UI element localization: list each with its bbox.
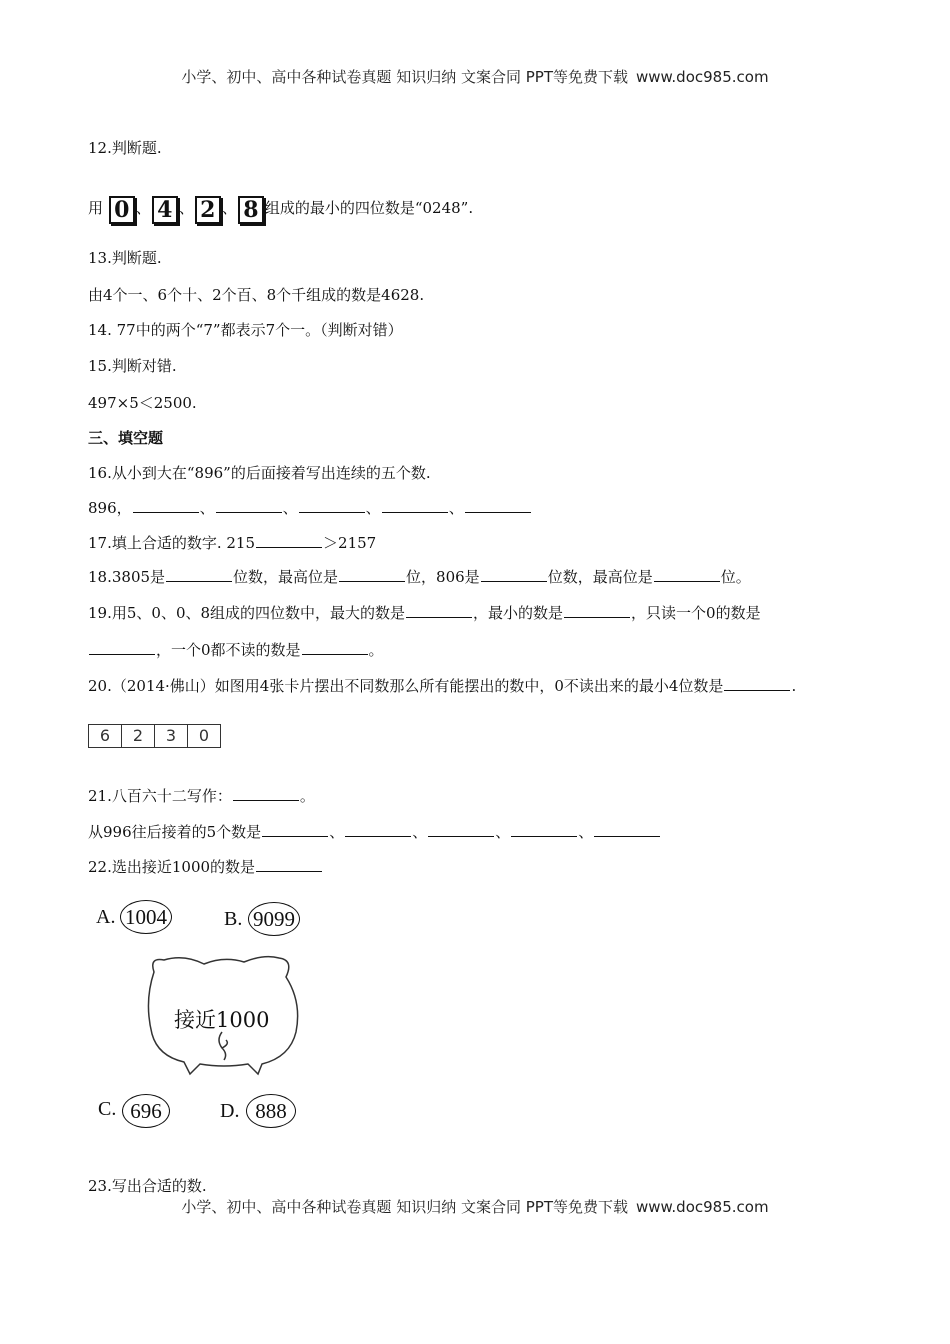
q22-figure [88,890,318,1140]
number-card: 6 [89,725,122,747]
number-card: 2 [122,725,155,747]
q16-answers: 896， 、 、 、 、 [88,498,532,518]
q15-title: 15.判断对错. [88,357,177,375]
q17-text: 17.填上合适的数字. 215 ＞2157 [88,534,377,552]
digit-card-8: 8 [238,196,264,224]
q21-line2: 从996往后接着的5个数是 、 、 、 、 [88,822,661,842]
page-header [0,66,950,87]
answer-blank[interactable] [166,567,232,582]
answer-blank[interactable] [564,603,630,618]
answer-blank[interactable] [465,498,531,513]
q20-text: 20.（2014·佛山）如图用4张卡片摆出不同数那么所有能摆出的数中，0不读出来的最小4位数是 . [88,677,797,695]
answer-blank[interactable] [256,857,322,872]
answer-blank[interactable] [724,676,790,691]
answer-blank[interactable] [133,498,199,513]
answer-blank[interactable] [233,786,299,801]
q23-title: 23.写出合适的数. [88,1177,207,1195]
pig-label: 接近1000 [174,1008,270,1032]
option-d-label: D. [220,1100,240,1122]
q16-title: 16.从小到大在“896”的后面接着写出连续的五个数. [88,464,431,482]
answer-blank[interactable] [428,822,494,837]
q12-text: 用 0 、 4 、 2 、 8 组成的最小的四位数是“0248”. [88,197,474,223]
q19-line2: ，一个0都不读的数是 。 [88,640,384,660]
q15-text: 497×5＜2500. [88,394,197,412]
option-d-value[interactable]: 888 [246,1094,296,1128]
answer-blank[interactable] [481,567,547,582]
q13-title: 13.判断题. [88,249,162,267]
answer-blank[interactable] [382,498,448,513]
q18-text: 18.3805是 位数，最高位是 位，806是 位数，最高位是 位。 [88,568,751,586]
answer-blank[interactable] [345,822,411,837]
option-b-label: B. [224,908,243,930]
q13-text: 由4个一、6个十、2个百、8个千组成的数是4628. [88,286,425,304]
section-3-title: 三、填空题 [88,429,164,447]
option-a-value[interactable]: 1004 [120,900,172,934]
answer-blank[interactable] [511,822,577,837]
q14-text: 14. 77中的两个“7”都表示7个一。（判断对错） [88,321,403,339]
digit-card-4: 4 [152,196,178,224]
footer-url[interactable]: www.doc985.com [635,1198,769,1216]
digit-card-0: 0 [109,196,135,224]
q22-title: 22.选出接近1000的数是 [88,857,323,877]
header-text: 小学、初中、高中各种试卷真题 知识归纳 文案合同 PPT等免费下载 [181,68,628,86]
answer-blank[interactable] [302,640,368,655]
q21-text: 21.八百六十二写作： 。 [88,787,315,805]
number-cards [88,724,221,748]
answer-blank[interactable] [339,567,405,582]
answer-blank[interactable] [262,822,328,837]
option-c-value[interactable]: 696 [122,1094,170,1128]
answer-blank[interactable] [89,640,155,655]
option-c-label: C. [98,1098,117,1120]
footer-text: 小学、初中、高中各种试卷真题 知识归纳 文案合同 PPT等免费下载 [181,1198,628,1216]
answer-blank[interactable] [406,603,472,618]
answer-blank[interactable] [594,822,660,837]
option-b-value[interactable]: 9099 [248,902,300,936]
answer-blank[interactable] [216,498,282,513]
q12-title: 12.判断题. [88,139,162,157]
option-a-label: A. [96,906,116,928]
answer-blank[interactable] [299,498,365,513]
digit-card-2: 2 [195,196,221,224]
answer-blank[interactable] [256,533,322,548]
q19-line1: 19.用5、0、0、8组成的四位数中，最大的数是 ，最小的数是 ，只读一个0的数是 [88,604,761,622]
answer-blank[interactable] [654,567,720,582]
header-url[interactable]: www.doc985.com [635,68,769,86]
number-card: 0 [198,726,210,745]
number-card: 3 [155,725,188,747]
page-footer [0,1196,950,1217]
